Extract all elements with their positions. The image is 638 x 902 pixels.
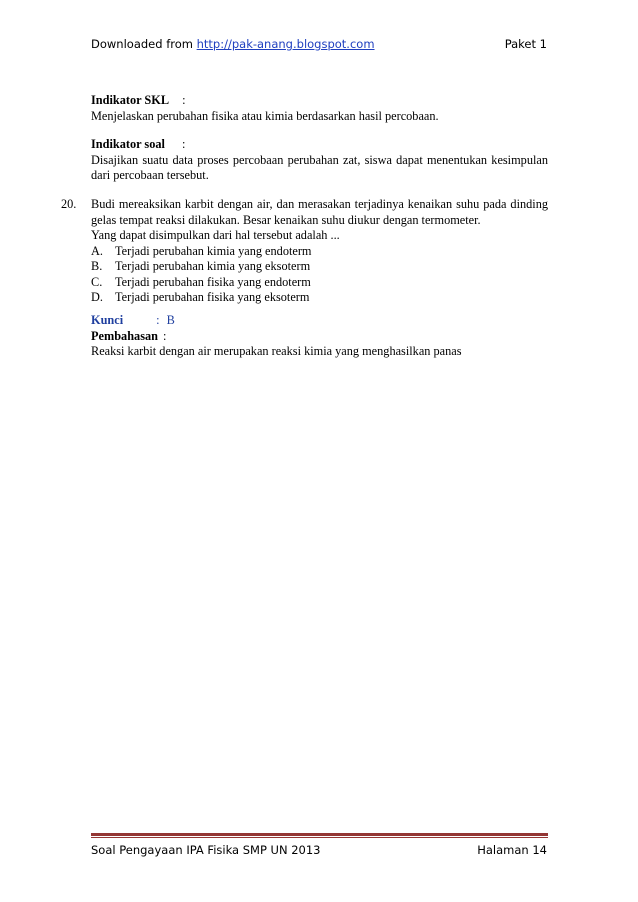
footer-divider xyxy=(91,833,548,836)
question-number: 20. xyxy=(61,197,77,211)
indikator-soal-label: Indikator soal xyxy=(91,137,165,151)
footer-title: Soal Pengayaan IPA Fisika SMP UN 2013 xyxy=(91,843,321,857)
kunci-colon: : xyxy=(156,313,160,327)
pembahasan-text: Reaksi karbit dengan air merupakan reaksi kimia yang menghasilkan panas xyxy=(91,344,462,358)
header-paket: Paket 1 xyxy=(504,37,547,51)
option-d: D. Terjadi perubahan fisika yang eksoterm xyxy=(91,290,310,304)
question-section xyxy=(91,197,548,306)
header-link[interactable]: http://pak-anang.blogspot.com xyxy=(196,37,375,51)
indikator-soal-colon: : xyxy=(182,137,186,151)
page-header-source xyxy=(91,37,375,51)
option-b: B. Terjadi perubahan kimia yang eksoterm xyxy=(91,259,311,273)
option-a: A. Terjadi perubahan kimia yang endoterm xyxy=(91,243,312,258)
footer-page-number: Halaman 14 xyxy=(477,843,547,857)
pembahasan-colon: : xyxy=(163,328,167,343)
question-stem: Budi mereaksikan karbit dengan air, dan merasakan terjadinya kenaikan suhu pada dinding gelas tempat reaksi dilakukan. Besar kenaikan suhu diukur dengan termometer. xyxy=(91,197,548,227)
indikator-skl-section xyxy=(91,93,548,124)
indikator-soal-text: Disajikan suatu data proses percobaan perubahan zat, siswa dapat menentukan kesimpulan dari percobaan tersebut. xyxy=(91,152,548,182)
indikator-soal-section xyxy=(91,137,548,184)
pembahasan-label: Pembahasan xyxy=(91,328,158,343)
indikator-skl-colon: : xyxy=(182,93,186,107)
indikator-skl-label: Indikator SKL xyxy=(91,93,170,107)
header-prefix: Downloaded from xyxy=(91,37,197,51)
option-c: C. Terjadi perubahan fisika yang endoterm xyxy=(91,274,311,289)
kunci-value: B xyxy=(166,313,175,327)
question-prompt: Yang dapat disimpulkan dari hal tersebut adalah ... xyxy=(91,228,340,242)
indikator-skl-text: Menjelaskan perubahan fisika atau kimia berdasarkan hasil percobaan. xyxy=(91,108,439,123)
answer-section xyxy=(91,313,548,360)
footer-divider-thin xyxy=(91,837,548,838)
kunci-label: Kunci xyxy=(91,313,124,327)
